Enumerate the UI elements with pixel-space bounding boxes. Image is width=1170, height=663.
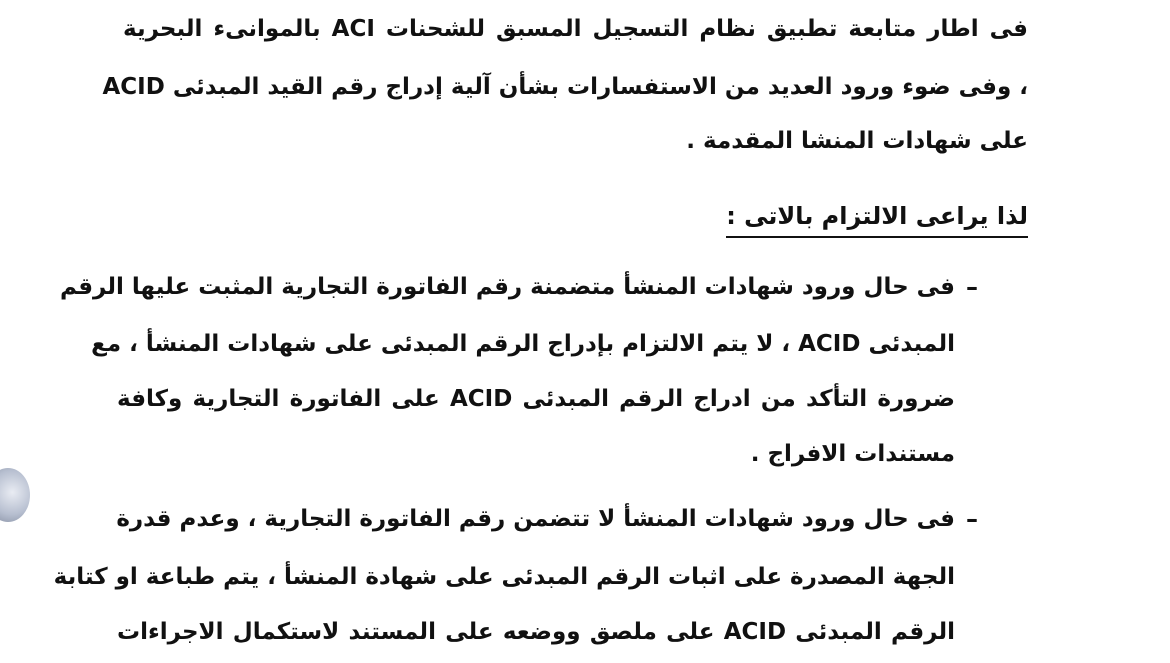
bullet-2-line-3: الرقم المبدئى ACID على ملصق ووضعه على المستند لاستكمال الاجراءات [117,619,955,645]
section-heading: لذا يراعى الالتزام بالاتى : [726,198,1028,238]
bullet-1-marker: – [966,273,978,301]
bullet-1-line-3: ضرورة التأكد من ادراج الرقم المبدئى ACID على الفاتورة التجارية وكافة [117,386,956,412]
bullet-2-marker: – [966,505,978,533]
intro-line-1: فى اطار متابعة تطبيق نظام التسجيل المسبق للشحنات ACI بالموانىء البحرية [123,16,1028,42]
bullet-1-line-1: فى حال ورود شهادات المنشأ متضمنة رقم الفاتورة التجارية المثبت عليها الرقم [59,274,955,300]
bullet-1-line-2: المبدئى ACID ، لا يتم الالتزام بإدراج الرقم المبدئى على شهادات المنشأ ، مع [91,331,955,357]
bullet-1-line-4: مستندات الافراج . [750,441,955,467]
bullet-2-line-1: فى حال ورود شهادات المنشأ لا تتضمن رقم الفاتورة التجارية ، وعدم قدرة [116,506,955,532]
intro-line-3: على شهادات المنشا المقدمة . [686,128,1028,154]
bullet-2-line-2: الجهة المصدرة على اثبات الرقم المبدئى على شهادة المنشأ ، يتم طباعة او كتابة [53,564,955,590]
intro-line-2: ، وفى ضوء ورود العديد من الاستفسارات بشأن آلية إدراج رقم القيد المبدئى ACID [102,74,1028,100]
